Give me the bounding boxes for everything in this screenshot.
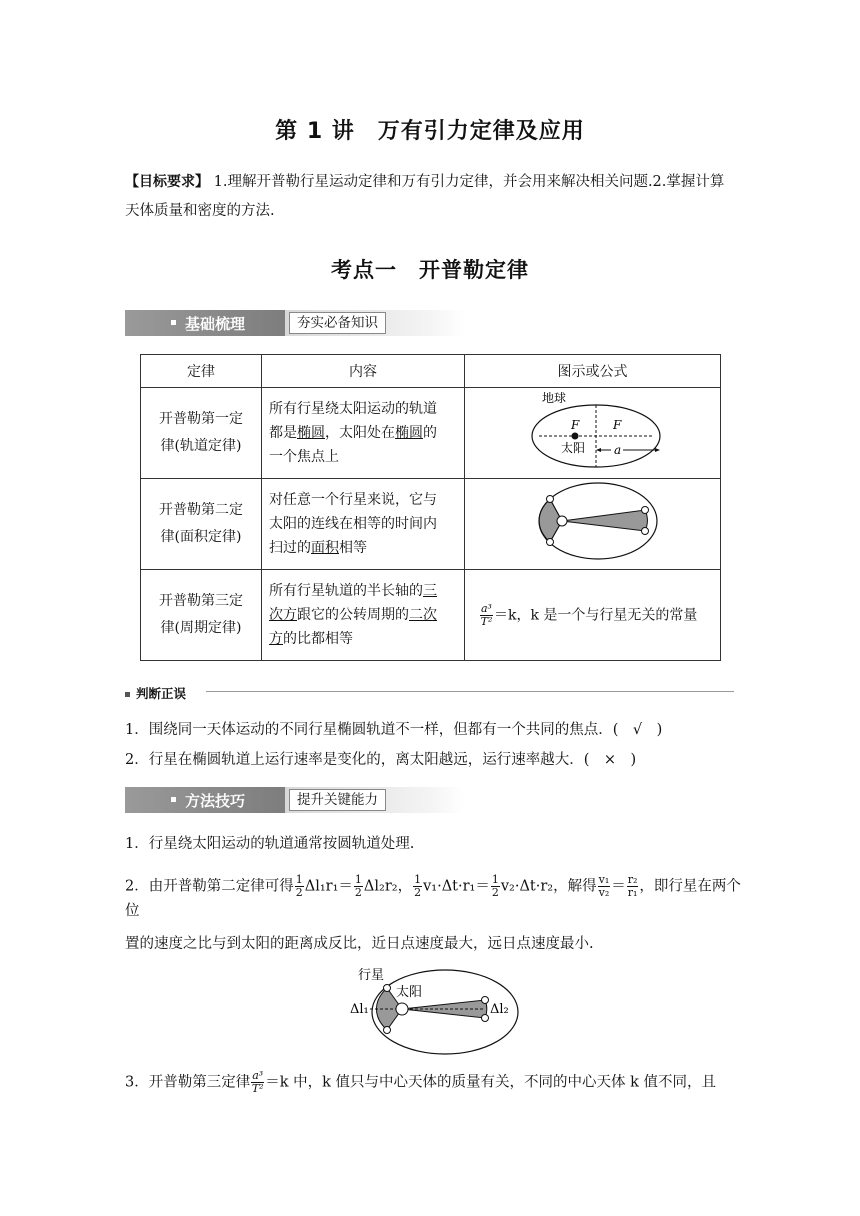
area-law-diagram bbox=[465, 479, 735, 567]
sun-label: 太阳 bbox=[396, 985, 423, 1000]
law-content: 对任意一个行星来说，它与 太阳的连线在相等的时间内 扫过的面积相等 bbox=[262, 479, 465, 570]
judge-item: 2．行星在椭圆轨道上运行速率是变化的，离太阳越远，运行速率越大．( × ) bbox=[125, 752, 637, 768]
table-row bbox=[141, 570, 721, 661]
method-point-1: 1．行星绕太阳运动的轨道通常按圆轨道处理. bbox=[125, 836, 415, 852]
delta-l2-label: Δl₂ bbox=[490, 1002, 509, 1017]
ellipse-foci-figure bbox=[465, 388, 721, 479]
earth-label: 地球 bbox=[542, 391, 567, 405]
header-content: 内容 bbox=[262, 355, 465, 388]
svg-text:F: F bbox=[613, 418, 622, 432]
goal-label: 【目标要求】 bbox=[125, 174, 209, 190]
law-name: 开普勒第三定 律(周期定律) bbox=[141, 570, 262, 661]
law-name: 开普勒第二定 律(面积定律) bbox=[141, 479, 262, 570]
basics-banner-tag: 夯实必备知识 bbox=[289, 312, 386, 334]
method-point-2-cont: 置的速度之比与到太阳的距离成反比，近日点速度最大，远日点速度最小. bbox=[125, 936, 594, 952]
area-law-figure bbox=[465, 479, 721, 570]
law-name: 开普勒第一定 律(轨道定律) bbox=[141, 388, 262, 479]
goal-text-2: 天体质量和密度的方法. bbox=[125, 203, 275, 219]
kepler-laws-table bbox=[140, 354, 721, 661]
judge-divider bbox=[206, 691, 734, 692]
planet-label: 行星 bbox=[358, 968, 385, 983]
judge-item: 1．围绕同一天体运动的不同行星椭圆轨道不一样，但都有一个共同的焦点．( √ ) bbox=[125, 722, 663, 738]
law-content: 所有行星绕太阳运动的轨道 都是椭圆，太阳处在椭圆的 一个焦点上 bbox=[262, 388, 465, 479]
header-figure: 图示或公式 bbox=[465, 355, 721, 388]
method-banner-tag: 提升关键能力 bbox=[289, 789, 386, 811]
header-law: 定律 bbox=[141, 355, 262, 388]
delta-l1-label: Δl₁ bbox=[350, 1002, 369, 1017]
basics-banner-label: 基础梳理 bbox=[185, 315, 246, 333]
basics-banner bbox=[125, 310, 465, 336]
page-title: 第 1 讲 万有引力定律及应用 bbox=[275, 119, 585, 144]
method-banner-label: 方法技巧 bbox=[185, 792, 246, 810]
table-row bbox=[141, 479, 721, 570]
method-point-2: 2．由开普勒第二定律可得 $\frac{1}{2}$ Δl₁r₁＝ $\frac{1}{2}$ Δl₂r₂， $\frac{1}{2}$ v₁·Δt·r₁＝ $\frac{1}{2}$ v₂·Δt·r₂，解得 $\frac{\text{v₁}}{\text{v₂}}$ ＝ $\frac{\text{r₂}}{\text{r₁}}$ ，即行星在两个位 bbox=[125, 873, 741, 919]
law-content: 所有行星轨道的半长轴的三 次方跟它的公转周期的二次 方的比都相等 bbox=[262, 570, 465, 661]
orbit-ellipse-diagram bbox=[465, 388, 735, 476]
sun-label: 太阳 bbox=[561, 441, 586, 455]
section-title: 考点一 开普勒定律 bbox=[331, 258, 529, 282]
table-header-row bbox=[141, 355, 721, 388]
speed-area-diagram bbox=[340, 962, 520, 1058]
svg-text:F: F bbox=[571, 418, 580, 432]
goal-paragraph bbox=[125, 168, 737, 226]
third-law-formula: $\frac{\text{a³}}{\text{T²}}$ ＝k，k 是一个与行星无关的常量 bbox=[465, 570, 721, 661]
goal-text-1: 1.理解开普勒行星运动定律和万有引力定律，并会用来解决相关问题.2.掌握计算 bbox=[209, 174, 725, 190]
table-row bbox=[141, 388, 721, 479]
judge-heading: 判断正误 bbox=[125, 684, 186, 702]
method-banner bbox=[125, 787, 465, 813]
method-point-3: 3．开普勒第三定律 $\frac{\text{a³}}{\text{T²}}$ ＝k 中，k 值只与中心天体的质量有关，不同的中心天体 k 值不同，且 bbox=[125, 1069, 716, 1095]
svg-text:a: a bbox=[614, 443, 622, 457]
